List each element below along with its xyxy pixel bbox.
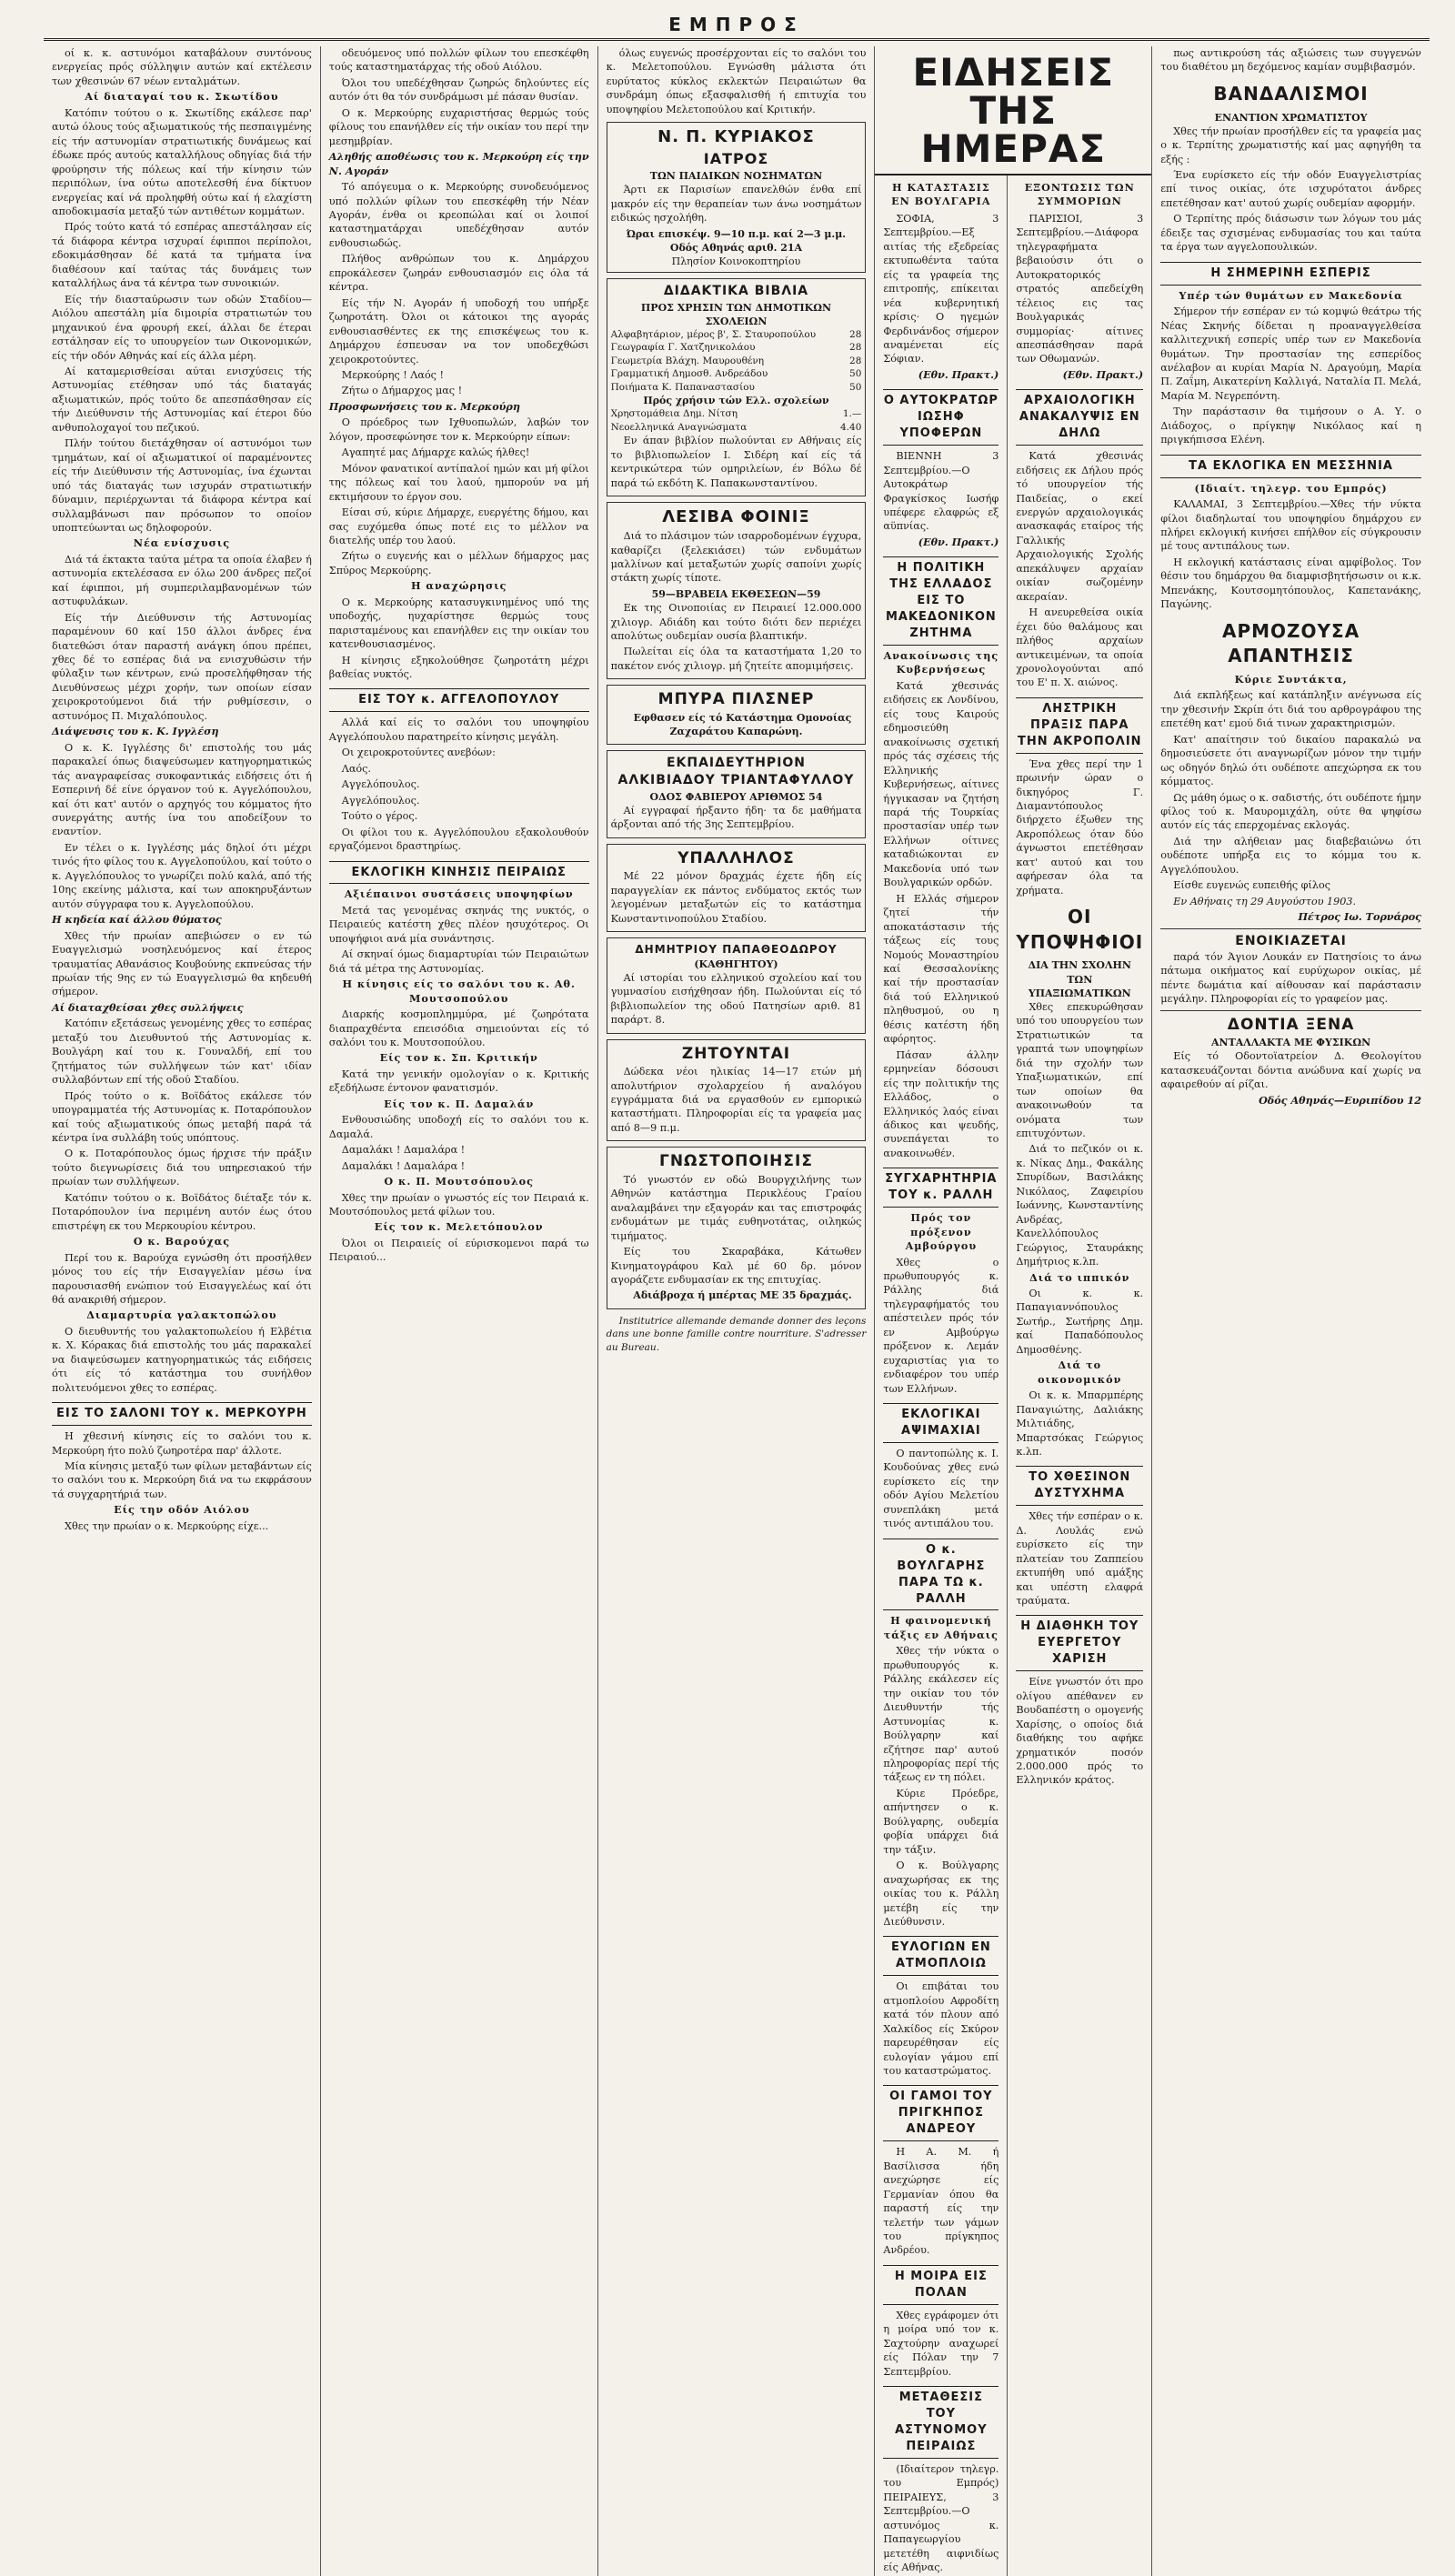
article-text: Χθες τήν πρωίαν απεβιώσεν ο εν τώ Ευαγγελισμώ νοσηλευόμενος καί έτερος τραυματίας Αθανάσιος Κουβούνης εκπνεύσας τήν πρωίαν τής 9ης εν τώ Ευαγγελισμώ θα κηδευθή σήμερον.: [52, 929, 312, 998]
section-heading: ΣΥΓΧΑΡΗΤΗΡΙΑ ΤΟΥ κ. ΡΑΛΛΗ: [883, 1168, 998, 1208]
article-text: Αί καταμερισθείσαι αύται ενισχύσεις τής Αστυνομίας ετέθησαν υπό τάς διαταγάς αξιωματικών, πρός τούτο δε απεσπάσθησαν είς τήν Διεύθυνσιν τής Αστυνομίας καί έτεροι δύο ανθυπολοχαγοί του πεζικού.: [52, 365, 312, 434]
section-heading: ΑΡΧΑΙΟΛΟΓΙΚΗ ΑΝΑΚΑΛΥΨΙΣ ΕΝ ΔΗΛΩ: [1016, 389, 1143, 446]
article-text: Οι επιβάται του ατμοπλοίου Αφροδίτη κατά τόν πλουν από Χαλκίδος είς Σκύρον παρευρέθησαν είς ευλογίαν γάμου επί του καταστρώματος.: [883, 1980, 999, 2077]
column-2: [321, 46, 598, 2576]
ad-text: Εν άπαν βιβλίον πωλούνται εν Αθήναις είς το βιβλιοπωλείον Ι. Σιδέρη καί είς τά κεντρικώτερα τών ομηριλείων, έν Βόλω δέ παρά τώ εκδότη Κ. Παπακωνσταντίνου.: [610, 435, 862, 489]
ad-subtitle: Πρός χρήσιν τών Ελλ. σχολείων: [643, 395, 829, 407]
article-text: Διά την αλήθειαν μας διαβεβαιώνω ότι ουδέποτε υπήρξα εις το κόμμα του κ. Αγγελόπουλου.: [1160, 835, 1421, 876]
book-price: 1.—: [842, 408, 862, 420]
article-text: Αγαπητέ μας Δήμαρχε καλώς ήλθες!: [341, 446, 530, 459]
section-heading: ΟΙ ΥΠΟΨΗΦΙΟΙ: [1016, 906, 1144, 953]
article-text: ΠΑΡΙΣΙΟΙ, 3 Σεπτεμβρίου.—Διάφορα τηλεγραφήματα βεβαιούσιν ότι ο Αυτοκρατορικός στρατός απεδείχθη τέλειος εις τας Βουλγαρικάς συμμορίας· αίτινες απεσπάσθησαν παρά των Οθωμανών.: [1016, 212, 1144, 366]
article-text: Οι κ. κ. Μπαρμπέρης Παναγιώτης, Δαλιάκης Μιλτιάδης, Μπαρτσόκας Γεώργιος κ.λπ.: [1016, 1389, 1144, 1458]
book-title: Χρηστομάθεια Δημ. Νίτση: [610, 408, 738, 420]
ad-title: ΜΠΥΡΑ ΠΙΛΣΝΕΡ: [657, 690, 815, 709]
section-heading: ΟΙ ΓΑΜΟΙ ΤΟΥ ΠΡΙΓΚΗΠΟΣ ΑΝΔΡΕΟΥ: [883, 2085, 998, 2141]
book-title: Νεοελληνικά Αναγνώσματα: [610, 421, 748, 433]
article-text: Περί του κ. Βαρούχα εγνώσθη ότι προσήλθεν μόνος του είς τήν Εισαγγελίαν μέσω ίνα παρουσιασθή ενώπιον τού Εισαγγελέως καί ότι θά ανακριθή σήμερον.: [52, 1251, 312, 1306]
ad-text: Είς τό Οδοντοϊατρείον Δ. Θεολογίτου κατασκευάζονται δόντια ανώδυνα καί χωρίς να αφαιρεθούν αί ρίζαι.: [1160, 1050, 1421, 1091]
section-heading: ΑΡΜΟΖΟΥΣΑ ΑΠΑΝΤΗΣΙΣ: [1222, 619, 1360, 667]
article-text: Ο κ. Μερκούρης ευχαριστήσας θερμώς τούς φίλους του επανήλθεν είς τήν οικίαν του περί την μεσημβρίαν.: [328, 106, 589, 147]
article-text: Κατόπιν εξετάσεως γενομένης χθες το εσπέρας μεταξύ του Διευθυντού τής Αστυνομίας κ. Βουλγάρη καί του κ. Γουναλδή, επί του ζητήματος τών συλλήψεων τών κατ' ιδίαν συλλαβόντων επί τής οδού Σταδίου.: [52, 1017, 312, 1087]
article-text: Αγγελόπουλος.: [341, 778, 420, 791]
book-price: 50: [849, 368, 862, 380]
article-heading: (Ιδιαίτ. τηλεγρ. του Εμπρός): [1194, 481, 1388, 495]
article-text: Κύριε Πρόεδρε, απήντησεν ο κ. Βούλγαρης, ουδεμία φοβία υπάρχει διά την τάξιν.: [883, 1787, 999, 1856]
article-text: Χθες εγράφομεν ότι η μοίρα υπό τον κ. Σαχτούρην αναχωρεί είς Πόλαν την 7 Σεπτεμβρίου.: [883, 2309, 999, 2378]
article-text: Σήμερον τήν εσπέραν εν τώ κομψώ θεάτρω τής Νέας Σκηνής δίδεται η προαναγγελθείσα καλλιτεχνική εσπερίς υπέρ των εν Μακεδονία θυμάτων. Την προστασίαν της εσπερίδος ανέλαβον αι κυρίαι Μαρία Ν. Δραγούμη, Μαρία Π. Ζαΐμη, Αικατερίνη Καλλιγά, Ναταλία Π. Μελά, Μαρία Μ. Νεγρεπόντη.: [1160, 306, 1421, 402]
section-heading: ΤΟ ΧΘΕΣΙΝΟΝ ΔΥΣΤΥΧΗΜΑ: [1016, 1466, 1143, 1506]
article-text: Κατόπιν τούτου ο κ. Βοϊδάτος διέταξε τόν κ. Ποταρόπουλον ίνα περιμένη αυτόν έως ότου επιστρέψη εκ του Μερκουρίου κέντρου.: [52, 1191, 312, 1232]
news-left: [875, 175, 1008, 2576]
article-text: Πλήν τούτου διετάχθησαν οί αστυνόμοι των τμημάτων, καί οί αξιωματικοί οί παραμένοντες είς τήν Διεύθυνσιν τής Αστυνομίας, ίνα έχωνται υπό τάς διαταγάς των ισχυράν στρατιωτικήν δύναμιν, περιέρχωνται τά διάφορα κέντρα καί συλλαμβάνωσι παν πρόσωπον το οποίον υποπτεύωνται ως δηλοφορούν.: [52, 437, 312, 534]
ad-text: Μέ 22 μόνον δραχμάς έχετε ήδη είς παραγγελίαν εκ πάντος ενδύματος εκτός των λεγομένων μεταξωτών είς το κατάστημα Κωνσταντινοπούλου Σταδίου.: [610, 870, 862, 925]
article-heading: Είς τον κ. Π. Δαμαλάν: [384, 1097, 535, 1110]
ad-near: Πλησίον Κοινοκοπτηρίου: [671, 256, 801, 268]
book-title: Αλφαβητάριον, μέρος β', Σ. Σταυροπούλου: [610, 328, 817, 340]
section-heading: Η ΜΟΙΡΑ ΕΙΣ ΠΟΛΑΝ: [883, 2265, 998, 2305]
ad-awards: 59—ΒΡΑΒΕΙΑ ΕΚΘΕΣΕΩΝ—59: [651, 587, 821, 600]
ad-school: [607, 750, 867, 838]
ad-address: Οδός Αθηνάς—Ευριπίδου 12: [1259, 1093, 1421, 1107]
ad-books: [607, 278, 867, 496]
article-text: ΚΑΛΑΜΑΙ, 3 Σεπτεμβρίου.—Χθες τήν νύκτα φίλοι διαδηλωταί του υποψηφίου δημάρχου εν πλήρει εκλογική κινήσει επήλθον είς σύγκρουσιν μέ τους αντιπάλους των.: [1160, 498, 1421, 553]
ad-text: Αί ιστορίαι του ελληνικού σχολείου καί του γυμνασίου εισήχθησαν ήδη. Πωλούνται είς τό βιβλιοπωλείον της οδού Πατησίων αριθ. 81 παράρτ. 8.: [610, 971, 862, 1027]
article-text: Είς τήν διασταύρωσιν των οδών Σταδίου—Αιόλου απεστάλη μία διμοιρία στρατιωτών του μηχανικού ένα φρουρή εκεί, άλλαι δε έτεραι εστάλησαν είς το υπουργείον των Οικονομικών, είς τήν οδόν Αθηνάς καί είς άλλα μέρη.: [52, 293, 312, 362]
article-text: Πρός τούτο ο κ. Βοϊδάτος εκάλεσε τόν υπογραμματέα τής Αστυνομίας κ. Ποταρόπουλον καί τούς αξιωματικούς όπως μεταβή παρά τά κέντρα ίνα συλλάβη τούς υπόπτους.: [52, 1089, 312, 1144]
article-text: Την παράστασιν θα τιμήσουν ο Α. Υ. ο Διάδοχος, ο πρίγκηψ Νικόλαος καί η πριγκήπισσα Ελένη.: [1160, 406, 1421, 446]
article-heading: Η κηδεία καί άλλου θύματος: [52, 913, 222, 927]
article-text: Χθες την πρωίαν ο γνωστός είς τον Πειραιά κ. Μουτσόπουλος μετά φίλων του.: [328, 1191, 589, 1218]
ad-title: ΓΝΩΣΤΟΠΟΙΗΣΙΣ: [659, 1152, 813, 1171]
article-text: Αί σκηναί όμως διαμαρτυρίαι τών Πειραιώτων διά τά μέτρα της Αστυνομίας.: [328, 948, 589, 975]
article-text: Ο διευθυντής του γαλακτοπωλείου ή Ελβέτια κ. Χ. Κόρακας διά επιστολής του μάς παρακαλεί να διαψεύσωμεν κατηγορηματικώς τάς ειδήσεις ότι είς τό κατάστημα του συνήλθον πολιτευόμενοι χθες το εσπέρας.: [52, 1325, 312, 1394]
article-text: Η Α. Μ. ή Βασίλισσα ήδη ανεχώρησε είς Γερμανίαν όπου θα παραστή είς την τελετήν των γάμων του πρίγκηπος Ανδρέου.: [883, 2146, 999, 2257]
article-text: Δαμαλάκι ! Δαμαλάρα !: [341, 1159, 466, 1172]
book-price: 50: [849, 381, 862, 393]
article-text: Είσθε ευγενώς ευπειθής φίλος: [1173, 879, 1330, 892]
book-price: 28: [849, 328, 862, 340]
article-heading: Είς την οδόν Αιόλου: [114, 1503, 250, 1517]
article-text: Μερκούρης ! Λαός !: [341, 368, 444, 381]
article-text: Κατά την γενικήν ομολογίαν ο κ. Κριτικής εξεδήλωσε έντονον φανατισμόν.: [328, 1067, 589, 1095]
section-heading: ΕΚΛΟΓΙΚΑΙ ΑΨΙΜΑΧΙΑΙ: [883, 1403, 998, 1443]
ad-title: ΕΚΠΑΙΔΕΥΤΗΡΙΟΝ: [666, 756, 807, 771]
ad-text: Τό γνωστόν εν οδώ Βουργχιλήνης των Αθηνών κατάστημα Περικλέους Γραίου αναλαμβάνει την εξαγοράν και τας επιστροφάς ενδυμάτων με τιμάς ευθηνοτάτας, οιληκώς τιμήματος.: [610, 1173, 862, 1242]
book-title: Γεωγραφία Γ. Χατζηνικολάου: [610, 342, 756, 354]
ad-title: ΔΗΜΗΤΡΙΟΥ ΠΑΠΑΘΕΟΔΩΡΟΥ: [635, 943, 838, 957]
article-text: Διά εκπλήξεως καί κατάπληξιν ανέγνωσα είς την χθεσινήν Σκρίπ ότι διά του αρθρογράφου της επετέθη κατ' εμού διά τινων χαρακτηρισμών.: [1160, 689, 1421, 730]
book-row: [611, 355, 862, 367]
article-text: Χθες τήν εσπέραν ο κ. Δ. Λουλάς ενώ ευρίσκετο είς την πλατείαν του Ζαππείου εκτυπήθη υπό αμάξης και υπέστη ελαφρά τραύματα.: [1016, 1510, 1144, 1607]
article-text: Διαρκής κοσμοπλημμύρα, μέ ζωηρότατα διαπραχθέντα επεισόδια σημειούνται είς τό σαλόνι του κ. Μουτσοπούλου.: [328, 1008, 589, 1048]
book-row: [611, 341, 862, 354]
news-source: (Εθν. Πρακτ.): [918, 367, 999, 381]
article-text: Είνε γνωστόν ότι προ ολίγου απέθανεν εν Βουδαπέστη ο ομογενής Χαρίσης, ο οποίος διά διαθήκης του αφήκε χρηματικόν ποσόν 2.000.000 πρός το Ελληνικόν κράτος.: [1016, 1676, 1144, 1787]
article-heading: Διαμαρτυρία γαλακτοπώλου: [86, 1308, 277, 1322]
article-heading: Η φαινομενική τάξις εν Αθήναις: [883, 1614, 998, 1641]
article-text: Κατά χθεσινάς ειδήσεις εκ Λονδίνου, είς τους Καιρούς εδημοσιεύθη ανακοίνωσις σχετική πρός τάς σχέσεις τής Ελληνικής Κυβερνήσεως, αίτινες ήγγικασαν να ζητήση παρά τής Τουρκίας προστασίαν υπέρ των Ελλήνων οίτινες καταδιώκονται εν Μακεδονία υπό των Βουλγαρικών ορδών.: [883, 679, 999, 889]
news-right: [1008, 175, 1151, 2576]
book-row: [611, 328, 862, 341]
ad-title: ΕΝΟΙΚΙΑΖΕΤΑΙ: [1235, 933, 1347, 948]
news-subcolumns: [875, 175, 1151, 2576]
article-text: Όλοι οι Πειραιείς οί εύρισκομενοι παρά τω Πειραιού...: [328, 1237, 589, 1264]
article-heading: Η ΚΑΤΑΣΤΑΣΙΣ ΕΝ ΒΟΥΛΓΑΡΙΑ: [891, 181, 991, 208]
article-text: Πρός τούτο κατά τό εσπέρας απεστάλησαν είς τά διάφορα κέντρα ισχυραί έφιπποι περίπολοι, εδοκιμάσθησαν δέ κατά τα τμήματα ίνα διαθέσουν καί ταύτας τάς δυνάμεις των καταλλήλως άνα τά κέντρα των συνοικιών.: [52, 221, 312, 290]
ad-text: Αδιάβροχα ή μπέρτας ΜΕ 35 δραχμάς.: [633, 1289, 852, 1302]
section-heading: Ο ΑΥΤΟΚΡΑΤΩΡ ΙΩΣΗΦ ΥΠΟΦΕΡΩΝ: [883, 389, 998, 446]
section-heading: ΕΚΛΟΓΙΚΗ ΚΙΝΗΣΙΣ ΠΕΙΡΑΙΩΣ: [329, 861, 589, 885]
article-text: Εν τέλει ο κ. Ιγγλέσης μάς δηλοί ότι μέχρι τινός ήτο φίλος του κ. Αγγελοπούλου, καί τούτο ο κ. Αγγελόπουλος το γνωρίζει πολύ καλά, από τής 10ης εκείνης μάλιστα, καί των αποκηρυξάντων αυτόν σύγγραφα του κ. Αγγελοπούλου.: [52, 841, 312, 910]
article-heading: Αξιέπαινοι συστάσεις υποψηφίων: [344, 887, 574, 901]
article-text: Ο κ. Βούλγαρης αναχωρήσας εκ της οικίας του κ. Ράλλη μετέβη είς την Διεύθυνσιν.: [883, 1859, 999, 1928]
article-text: οί κ. κ. αστυνόμοι καταβάλουν συντόνους ενεργείας πρός σύλληψιν αυτών καί εκτέλεσιν των χθεσινών 67 νέων ενταλμάτων.: [52, 47, 312, 87]
book-price: 28: [849, 355, 862, 366]
article-text: Όλοι του υπεδέχθησαν ζωηρώς δηλούντες είς αυτόν ότι θα τόν συνδράμωσι μέ πάσαν θυσίαν.: [328, 76, 589, 104]
ad-wanted: [607, 1039, 867, 1142]
article-text: Πλήθος ανθρώπων του κ. Δημάρχου επροκάλεσεν ζωηράν ενθουσιασμόν εις όλα τά κέντρα.: [328, 253, 589, 294]
ad-text: Είς του Σκαραβάκα, Κάτωθεν Κινηματογράφου Καλ μέ 60 δρ. μόνον αγοράζετε ενδυμασίαν εκ της επιτυχίας.: [610, 1246, 862, 1286]
section-heading: ΕΥΛΟΓΙΩΝ ΕΝ ΑΤΜΟΠΛΟΙΩ: [883, 1936, 998, 1976]
ad-beer: [607, 685, 867, 745]
section-heading: Η ΔΙΑΘΗΚΗ ΤΟΥ ΕΥΕΡΓΕΤΟΥ ΧΑΡΙΣΗ: [1016, 1615, 1143, 1671]
masthead: [44, 11, 1430, 41]
book-title: Γραμματική Δημοσθ. Ανδρεάδου: [610, 368, 768, 380]
ad-subtitle: ΠΡΟΣ ΧΡΗΣΙΝ ΤΩΝ ΔΗΜΟΤΙΚΩΝ ΣΧΟΛΕΙΩΝ: [640, 301, 832, 327]
ad-specialty: ΤΩΝ ΠΑΙΔΙΚΩΝ ΝΟΣΗΜΑΤΩΝ: [649, 170, 823, 183]
article-heading: Νέα ενίσχυσις: [133, 536, 231, 550]
article-text: Είς τήν Διεύθυνσιν τής Αστυνομίας παραμένουν 60 καί 150 άλλοι άνδρες ένα διατεθώσι όταν παραστή ανάγκη όπου πρέπει, χθες δέ το εσπέρας διά να ενισχυθώσιν τήν φύλαξιν των κέντρων, ενώ προσελήφθησαν τής Διευθύνσεως μέχρι χορήν, των οποίων είσαν χειροκροτούμενοι διά τήν ρυθμίσεσιν, ο αστυνόμος Π. Μιχαλόπουλος.: [52, 611, 312, 722]
article-text: Οι φίλοι του κ. Αγγελόπουλου εξακολουθούν εργαζόμενοι δραστηρίως.: [328, 826, 589, 853]
ad-title: ΔΙΔΑΚΤΙΚΑ ΒΙΒΛΙΑ: [663, 284, 809, 299]
article-heading: Προσφωνήσεις του κ. Μερκούρη: [328, 399, 520, 413]
article-text: Δαμαλάκι ! Δαμαλάρα !: [341, 1144, 466, 1157]
column-grid: [44, 46, 1430, 2573]
ad-subtitle: ΑΛΚΙΒΙΑΔΟΥ ΤΡΙΑΝΤΑΦΥΛΛΟΥ: [617, 773, 855, 788]
article-heading: Ο κ. Π. Μουτσόπουλος: [384, 1175, 534, 1188]
article-heading: Αί διαταγαί του κ. Σκωτίδου: [85, 90, 279, 104]
article-text: οδευόμενος υπό πολλών φίλων του επεσκέφθη τούς καταστηματάρχας τής οδού Αιόλου.: [328, 47, 589, 74]
article-heading: Ο κ. Βαρούχας: [133, 1235, 231, 1248]
ad-text: Αί εγγραφαί ήρξαντο ήδη· τα δε μαθήματα άρξονται από τής 3ης Σεπτεμβρίου.: [610, 804, 862, 831]
ad-text: παρά τόν Άγιον Λουκάν εν Πατησίοις το άνω πάτωμα οικήματος καί ευρύχωρον οικίας, μέ πέντε δωμάτια καί αίθουσαν καί παράστασιν μεγάλην. Πληροφορίαι είς το γραφείον μας.: [1160, 950, 1421, 1006]
article-text: ΒΙΕΝΝΗ 3 Σεπτεμβρίου.—Ο Αυτοκράτωρ Φραγκίσκος Ιωσήφ υπέφερε ελαφρώς εξ αϋπνίας.: [883, 450, 999, 533]
section-subheading: ΕΝΑΝΤΙΟΝ ΧΡΩΜΑΤΙΣΤΟΥ: [1214, 111, 1368, 124]
section-heading: ΒΑΝΔΑΛΙΣΜΟΙ: [1213, 82, 1369, 105]
ad-title: ΔΟΝΤΙΑ ΞΕΝΑ: [1227, 1015, 1355, 1034]
letter-signature: Πέτρος Ιω. Τορνάρος: [1298, 910, 1421, 924]
article-heading: Διά το ιππικόν: [1029, 1270, 1130, 1284]
ad-text: Πωλείται είς όλα τα καταστήματα 1,20 το πακέτον ενός χιλιογρ. μή ζητείτε απομιμήσεις.: [610, 646, 862, 672]
article-text: Μία κίνησις μεταξύ των φίλων μεταβάντων είς το σαλόνι του κ. Μερκούρη διά να τω εκφράσουν τά συγχαρητήριά των.: [52, 1459, 312, 1500]
article-text: Χθες επεκυρώθησαν υπό του υπουργείου των Στρατιωτικών τα γραπτά των υποψηφίων διά την σχολήν των Υπαξιωματικών, επί των οποίων θα ανακοινωθούν τα ονόματα των επιτυχόντων.: [1016, 1000, 1144, 1139]
article-text: Είς τήν Ν. Αγοράν ή υποδοχή του υπήρξε ζωηροτάτη. Όλοι οι κάτοικοι της αγοράς ενθουσιασθέντες εκ της επισκέψεως του κ. Δημάρχου έσπευσαν να τον υποδεχθώσι χειροκροτούντες.: [328, 296, 589, 366]
section-heading: Η ΣΗΜΕΡΙΝΗ ΕΣΠΕΡΙΣ: [1160, 262, 1421, 286]
article-heading: Κύριε Συντάκτα,: [1234, 672, 1348, 686]
book-title: Γεωμετρία Βλάχη. Μαυρουθένη: [610, 355, 764, 366]
article-text: Τό απόγευμα ο κ. Μερκούρης συνοδευόμενος υπό πολλών φίλων του επεσκέφθη τήν Νέαν Αγοράν, ένθα οι κρεοπώλαι καί οι λοιποί καταστηματάρχαι υπεδέχθησαν αυτόν ενθουσιωδώς.: [328, 181, 589, 249]
ad-notice: [607, 1147, 867, 1308]
article-text: πως αντικρούση τάς αξιώσεις των συγγενών του διαθέτου μη δεχόμενος καμίαν συμβιβασμόν.: [1160, 47, 1421, 74]
divider: [1160, 928, 1421, 929]
ad-books-2: [607, 937, 867, 1034]
article-text: Ένα χθες περί την 1 πρωινήν ώραν ο δικηγόρος Γ. Διαμαντόπουλος διήρχετο έξωθεν της Ακροπόλεως όταν δύο άγνωστοι επετέθησαν κατ' αυτού και του αφήρεσαν όλα τα χρήματα.: [1016, 757, 1144, 897]
book-row: [611, 421, 862, 434]
article-text: Ο κ. Μερκούρης κατασυγκινημένος υπό της υποδοχής, ηυχαρίστησε θερμώς τους παρισταμένους και επανήλθεν εις την οικίαν του κατενθουσιασμένος.: [328, 596, 589, 651]
ad-address: Οδός Αθηνάς αριθ. 21Α: [669, 241, 803, 254]
article-heading: Η κίνησις είς το σαλόνι του κ. Αθ. Μουτσοπούλου: [342, 977, 576, 1005]
article-text: Χθες τήν πρωίαν προσήλθεν είς τα γραφεία μας ο κ. Τερπίτης χρωματιστής καί μας αφηγήθη τα εξής :: [1160, 125, 1421, 165]
ad-text: Εκ της Οινοποιίας εν Πειραιεί 12.000.000 χιλιογρ. Αδιάδη και τούτο διότι δεν περιέχει απολύτως ουδεμίαν ουσία βλαπτικήν.: [610, 602, 862, 642]
article-text: Ο Τερπίτης πρός διάσωσιν των λόγων του μάς έδειξε τας σχισμένας ενδυμασίας του και ταύτα τα έργα των αγγελοπουλικών.: [1160, 213, 1421, 254]
article-text: όλως ευγενώς προσέρχονται είς το σαλόνι του κ. Μελετοπούλου. Εγνώσθη μάλιστα ότι ευρύτατος κύκλος εκλεκτών Πειραιώτων θα συνδράμη όπως εξασφαλισθή ή επιτυχία του υποψηφίου Μελετοπούλου καί Κριτικήν.: [606, 47, 867, 115]
article-heading: ΕΞΟΝΤΩΣΙΣ ΤΩΝ ΣΥΜΜΟΡΙΩΝ: [1024, 181, 1135, 208]
article-text: Μόνον φανατικοί αντίπαλοί ημών και μή φίλοι της πόλεως καί του λαού, ημπορούν να μή εκτιμήσουν το έργον σου.: [328, 462, 589, 503]
article-text: Ο παντοπώλης κ. Ι. Κουδούνας χθες ενώ ευρίσκετο είς την οδόν Αγίου Μελετίου συνεπλάκη μετά τινός αντιπάλου του.: [883, 1447, 999, 1530]
ad-title: Ν. Π. ΚΥΡΙΑΚΟΣ: [657, 127, 815, 147]
ad-subtitle: (ΚΑΘΗΓΗΤΟΥ): [694, 957, 778, 970]
article-text: Κατ' απαίτησιν τού δικαίου παρακαλώ να δημοσιεύσετε ότι αναγνωρίζων μόνον την τιμήν ως οδηγόν δηλώ ότι ουδέποτε απεχώρησα εκ του κόμματος.: [1160, 733, 1421, 788]
ad-title: ΛΕΣΙΒΑ ΦΟΙΝΙΞ: [662, 507, 810, 527]
article-text: Κατά χθεσινάς ειδήσεις εκ Δήλου πρός τό υπουργείον τής Παιδείας, ο εκεί ενεργών αρχαιολογικάς ανασκαφάς εταίρος τής Γαλλικής Αρχαιολογικής Σχολής απεκάλυψεν αρχαίαν οικίαν σωζομένην ακεραίαν.: [1016, 450, 1144, 603]
ad-title: ΖΗΤΟΥΝΤΑΙ: [681, 1044, 791, 1063]
masthead-title: ΕΜΠΡΟΣ: [668, 14, 805, 35]
article-text: Διά το πεζικόν οι κ. κ. Νίκας Δημ., Φακάλης Σπυρίδων, Βασιλάκης Νικόλαος, Ζαφειρίου Ιωάννης, Κωνσταντίνης Ανδρέας, Κανελλόπουλος Γεώργιος, Σταυράκης Δημήτριος κ.λπ.: [1016, 1143, 1144, 1268]
article-text: Ο κ. Κ. Ιγγλέσης δι' επιστολής του μάς παρακαλεί όπως διαψεύσωμεν κατηγορηματικώς τάς αναγραφείσας συκοφαντικάς ειδήσεις ότι ή Εσπερινή δέ είνε όργανον τού κ. Αγγελόπουλου, καί ότι κατ' αυτόν ο αρχηγός του κόμματος ήτο συνεργάτης αυτής ίνα του αποδείξουν το εναντίον.: [52, 741, 312, 838]
column-5: [1152, 46, 1430, 2576]
letter-date: Εν Αθήναις τη 29 Αυγούστου 1903.: [1173, 895, 1357, 907]
book-row: [611, 407, 862, 420]
ad-text: Εφθασεν είς τό Κατάστημα Ομονοίας Ζαχαράτου Καπαρώνη.: [633, 711, 852, 737]
section-heading: ΛΗΣΤΡΙΚΗ ΠΡΑΞΙΣ ΠΑΡΑ ΤΗΝ ΑΚΡΟΠΟΛΙΝ: [1016, 697, 1143, 754]
ad-french: Institutrice allemande demande donner des leçons dans une bonne famille contre nourriture. S'adresser au Bureau.: [606, 1315, 867, 1353]
ad-subtitle: ΑΝΤΑΛΛΑΚΤΑ ΜΕ ΦΥΣΙΚΩΝ: [1210, 1037, 1371, 1049]
article-text: Η χθεσινή κίνησις είς το σαλόνι του κ. Μερκούρη ήτο πολύ ζωηροτέρα παρ' άλλοτε.: [52, 1430, 312, 1457]
article-text: Λαός.: [341, 762, 371, 775]
column-1: [44, 46, 321, 2576]
ad-text: Δώδεκα νέοι ηλικίας 14—17 ετών μή απολυτήριον σχολαρχείου ή αναλόγου εγγράμματα διά να εργασθούν εν εμπορικώ καταστήματι. Πληροφορίαι είς τα γραφεία μας από 8—9 π.μ.: [610, 1066, 862, 1134]
article-heading: Ανακοίνωσις της Κυβερνήσεως: [883, 649, 999, 677]
book-row: [611, 381, 862, 394]
book-row: [611, 367, 862, 380]
article-text: Ως μάθη όμως ο κ. σαδιστής, ότι ουδέποτε ήμην φίλος τού κ. Μαυρομιχάλη, ούτε θα ψηφίσω αυτόν είς τάς επερχομένας εκλογάς.: [1160, 791, 1421, 832]
column-3: [598, 46, 876, 2576]
news-source: (Εθν. Πρακτ.): [1062, 367, 1144, 381]
book-price: 28: [849, 342, 862, 354]
article-heading: Πρός τον πρόξενον Αμβούργου: [905, 1211, 978, 1253]
article-text: Ενθουσιώδης υποδοχή είς το σαλόνι του κ. Δαμαλά.: [328, 1114, 589, 1140]
article-heading: Η αναχώρησις: [410, 579, 507, 593]
article-text: Ο πρόεδρος των Ιχθυοπωλών, λαβών τον λόγον, προσεφώνησε τον κ. Μερκούρην είπων:: [328, 416, 589, 443]
article-text: Ο κ. Ποταρόπουλος όμως ήρχισε τήν πράξιν τούτο διεγνωρίσεις διά του υπηρεσιακού τήν πρωίαν των συλλήψεων.: [52, 1148, 312, 1188]
section-heading: Ο κ. ΒΟΥΛΓΑΡΗΣ ΠΑΡΑ ΤΩ κ. ΡΑΛΛΗ: [883, 1539, 998, 1611]
article-text: Ένα ευρίσκετο είς τήν οδόν Ευαγγελιστρίας επί τινος οικίας, ότε ισχυρότατοι άνδρες επετέθησαν κατ' αυτού χωρίς ουδεμίαν αφορμήν.: [1160, 169, 1421, 209]
article-heading: Διάψευσις του κ. Κ. Ιγγλέση: [52, 725, 219, 738]
news-source: (Εθν. Πρακτ.): [918, 535, 999, 548]
article-text: Χθες τήν νύκτα ο πρωθυπουργός κ. Ράλλης εκάλεσεν είς την οικίαν του τόν Διευθυντήν τής Αστυνομίας κ. Βούλγαρην καί εζήτησε παρ' αυτού πληροφορίας περί τής τάξεως εν τη πόλει.: [883, 1645, 999, 1784]
section-subheading: ΔΙΑ ΤΗΝ ΣΧΟΛΗΝ ΤΩΝ ΥΠΑΞΙΩΜΑΤΙΚΩΝ: [1028, 959, 1131, 999]
ad-soap: [607, 502, 867, 679]
ad-clothing: [607, 844, 867, 932]
article-text: Πάσαν άλλην ερμηνείαν δόσουσι είς την πολιτικήν της Ελλάδος, ο Ελληνικός λαός είναι άδικος και ψευδής, συνεπάγεται το ανακοινωθέν.: [883, 1048, 999, 1159]
article-text: Τούτο ο γέρος.: [341, 810, 418, 823]
news-banner-title: ΕΙΔΗΣΕΙΣ ΤΗΣ ΗΜΕΡΑΣ: [875, 46, 1151, 175]
article-text: Η ανευρεθείσα οικία έχει δύο θαλάμους και πλήθος αρχαίων αντικειμένων, τα οποία χρονολογούνται από του Ε' π. Χ. αιώνος.: [1016, 606, 1144, 689]
article-text: (Ιδιαίτερον τηλεγρ. του Εμπρός) ΠΕΙΡΑΙΕΥΣ, 3 Σεπτεμβρίου.—Ο αστυνόμος κ. Παπαγεωργίου μετετέθη αιφνιδίως είς Αθήνας.: [883, 2462, 999, 2573]
article-text: Οι χειροκροτούντες ανεβόων:: [341, 747, 496, 759]
section-heading: ΕΙΣ ΤΟΥ κ. ΑΓΓΕΛΟΠΟΥΛΟΥ: [329, 688, 589, 712]
article-text: Διά τά έκτακτα ταύτα μέτρα τα οποία έλαβεν ή αστυνομία εκτελέσασα εν όλω 200 άνδρες πεζοί καί έφιπποι, μή συμπεριλαμβανομένων τών αστυφυλάκων.: [52, 553, 312, 608]
section-heading: Η ΠΟΛΙΤΙΚΗ ΤΗΣ ΕΛΛΑΔΟΣ ΕΙΣ ΤΟ ΜΑΚΕΔΟΝΙΚΟΝ ΖΗΤΗΜΑ: [883, 556, 998, 646]
article-text: ΣΟΦΙΑ, 3 Σεπτεμβρίου.—Εξ αιτίας τής εξεδρείας εκτυπωθέντα ταύτα είς τα γραφεία της επιτροπής, επίκειται νέα κυβερνητική κρίσις· Ο ηγεμών Φερδινάνδος σήμερον αναμένεται είς Σόφιαν.: [883, 212, 999, 366]
ad-doctor: [607, 122, 867, 273]
ad-hours: Ώραι επισκέψ. 9—10 π.μ. καί 2—3 μ.μ.: [626, 227, 847, 240]
ad-address: ΟΔΟΣ ΦΑΒΙΕΡΟΥ ΑΡΙΘΜΟΣ 54: [649, 790, 823, 803]
article-text: Αλλά καί είς το σαλόνι του υποψηφίου Αγγελόπουλου παρατηρείτο κίνησις μεγάλη.: [328, 717, 589, 743]
article-text: Χθες την πρωίαν ο κ. Μερκούρης είχε...: [65, 1519, 269, 1532]
ad-text: Άρτι εκ Παρισίων επανελθών ένθα επί μακρόν είς την θεραπείαν των άνω νοσημάτων ειδικώς ησχολήθη.: [610, 184, 862, 225]
section-heading: ΜΕΤΑΘΕΣΙΣ ΤΟΥ ΑΣΤΥΝΟΜΟΥ ΠΕΙΡΑΙΩΣ: [883, 2386, 998, 2459]
article-heading: Είς τον κ. Σπ. Κριτικήν: [379, 1051, 538, 1065]
column-4-news: [875, 46, 1152, 2576]
article-text: Αγγελόπουλος.: [341, 794, 420, 807]
article-text: Η Ελλάς σήμερον ζητεί τήν αποκατάστασιν τής τάξεως είς τους Νομούς Μοναστηρίου καί Θεσσαλονίκης καί τήν προστασίαν διά τού Ελληνικού πληθυσμού, ου η θέσις κατέστη ήδη αφόρητος.: [883, 892, 999, 1046]
section-heading: ΤΑ ΕΚΛΟΓΙΚΑ ΕΝ ΜΕΣΣΗΝΙΑ: [1160, 455, 1421, 478]
article-text: Χθες ο πρωθυπουργός κ. Ράλλης διά τηλεγραφήματός του απέστειλεν πρός τόν εν Αμβούργω πρόξενον κ. Λεμάν ευχαριστίας για το ενδιαφέρον του υπέρ των Ελλήνων.: [883, 1256, 999, 1395]
book-price: 4.40: [840, 421, 862, 433]
book-title: Ποιήματα Κ. Παπαναστασίου: [610, 381, 755, 393]
article-heading: Αληθής αποθέωσις του κ. Μερκούρη είς την Ν. Αγοράν: [328, 150, 589, 177]
article-text: Ζήτω ο Δήμαρχος μας !: [341, 385, 463, 397]
article-text: Η κίνησις εξηκολούθησε ζωηροτάτη μέχρι βαθείας νυκτός.: [328, 654, 589, 681]
article-heading: Είς τον κ. Μελετόπουλον: [374, 1220, 544, 1234]
ad-text: Διά το πλάσιμον τών ισαρροδομένων έγχυρα, καθαρίζει (ξελεκιάσει) τών ενδυμάτων μαλλίνων καί μεταξωτών χωρίς σαποίνι χωρίς στάκτη χωρίς τίποτε.: [610, 530, 862, 585]
article-heading: Διά το οικονομικόν: [1038, 1358, 1122, 1386]
article-text: Κατόπιν τούτου ο κ. Σκωτίδης εκάλεσε παρ' αυτώ όλους τούς αξιωματικούς τής πεσπαιγμένης είς τήν αστυνομίαν στρατιωτικής δυνάμεως καί έδωκε πρός αυτούς καταλλήλους οδηγίας διά τήν φρούρησιν τής πόλεως καί τήν κίνησιν τών περιπόλων, ίνα ούτω αποτελεσθή ένα δίκτυον ενεργείας καί νά προληφθή ούτω καί ή ελαχίστη αποδοκιμασία μεταξύ τών αντιθέτων κομμάτων.: [52, 106, 312, 217]
article-text: Ζήτω ο ευγενής και ο μέλλων δήμαρχος μας Σπύρος Μερκούρης.: [328, 550, 589, 576]
divider: [1160, 1010, 1421, 1011]
ad-subtitle: ΙΑΤΡΟΣ: [703, 150, 769, 168]
article-text: Οι κ. κ. Παπαγιαννόπουλος Σωτήρ., Σωτήρης Δημ. καί Παπαδόπουλος Δημοσθένης.: [1016, 1287, 1144, 1356]
article-heading: Αί διαταχθείσαι χθες συλλήψεις: [52, 1000, 244, 1014]
article-text: Είσαι σύ, κύριε Δήμαρχε, ευεργέτης δήμου, και σας ευχόμεθα όπως ποτέ εις το μέλλον να διατελής υπέρ του λαού.: [328, 506, 589, 546]
article-heading: Υπέρ τών θυμάτων εν Μακεδονία: [1179, 288, 1403, 302]
ad-title: ΥΠΑΛΛΗΛΟΣ: [677, 848, 795, 867]
section-heading: ΕΙΣ ΤΟ ΣΑΛΟΝΙ ΤΟΥ κ. ΜΕΡΚΟΥΡΗ: [52, 1402, 312, 1426]
article-text: Η εκλογική κατάστασις είναι αμφίβολος. Τον θέσιν του δημάρχου θα διαμφισβητήσωσιν οι κ.κ. Μπενάκης, Κουτσομητόπουλος, Καπετανάκης, Παγώνης.: [1160, 556, 1421, 611]
article-text: Μετά τας γενομένας σκηνάς της νυκτός, ο Πειραιεύς κατέστη χθες πλέον ησυχότερος. Οι υποψήφιοι ανά μία συνάντησις.: [328, 904, 589, 945]
